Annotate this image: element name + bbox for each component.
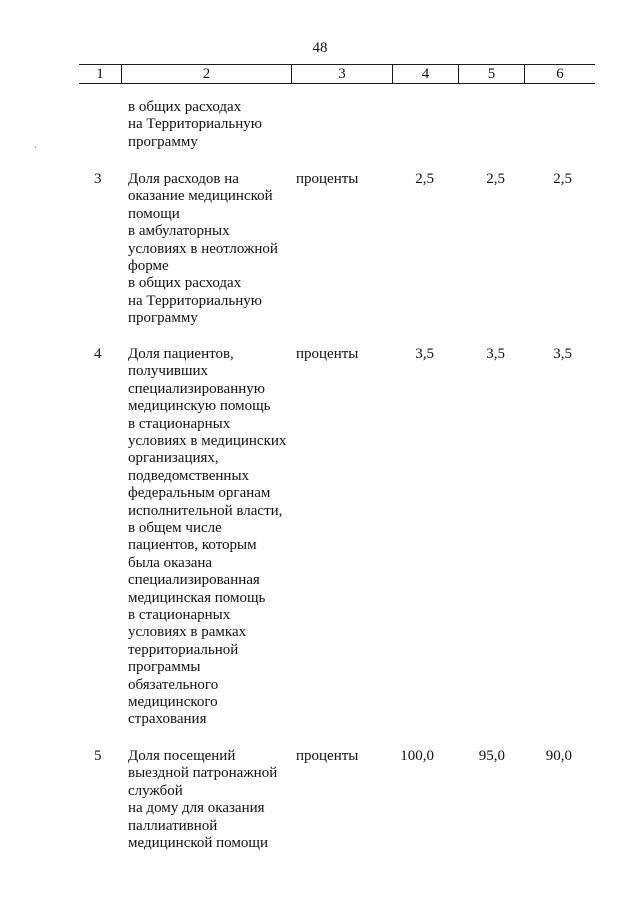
row-description-line: форме	[128, 258, 169, 274]
row-description-line: специализированную	[128, 380, 265, 397]
row-unit: проценты	[296, 748, 359, 764]
continuation-line: на Территориальную	[128, 116, 262, 133]
row-description-line: условиях в рамках	[128, 624, 247, 641]
row-description-line: медицинскую помощь	[128, 398, 271, 415]
row-value-v3: 2,5	[553, 171, 572, 187]
table-header	[79, 64, 595, 84]
row-description-line: обязательного	[128, 676, 219, 693]
row-description-line: Доля пациентов,	[128, 346, 234, 362]
row-value-v2: 95,0	[478, 748, 505, 764]
row-value-v3: 90,0	[545, 748, 572, 764]
row-value-v3: 3,5	[553, 346, 572, 362]
header-col-1: 1	[96, 66, 104, 82]
header-col-5: 5	[458, 65, 524, 83]
row-description-line: условиях в медицинских	[128, 433, 287, 449]
row-description-line: программы	[128, 659, 201, 676]
row-description-line: на Территориальную	[128, 292, 262, 309]
header-col-6: 6	[524, 65, 595, 83]
header-col-2: 2	[121, 65, 291, 83]
row-description-line: оказание медицинской	[128, 188, 273, 205]
row-value-v1: 3,5	[415, 346, 434, 362]
row-description-line: в общих расходах	[128, 275, 242, 292]
row-description-line: медицинской помощи	[128, 835, 268, 851]
page-number: 48	[312, 40, 328, 56]
row-description-line: выездной патронажной	[128, 765, 278, 782]
row-description-line: программу	[128, 310, 198, 327]
row-description-line: медицинская помощь	[128, 589, 266, 606]
row-value-v1: 100,0	[400, 748, 434, 764]
row-number: 4	[94, 346, 102, 362]
row-description-line: на дому для оказания	[128, 800, 265, 817]
row-unit: проценты	[296, 346, 359, 362]
row-unit: проценты	[296, 171, 359, 187]
row-description-line: службой	[128, 782, 183, 799]
header-col-4: 4	[392, 65, 458, 83]
row-description-line: получивших	[128, 363, 209, 380]
continuation-line: программу	[128, 133, 198, 150]
row-description-line: в стационарных	[128, 415, 231, 432]
row-description-line: паллиативной	[128, 817, 218, 834]
row-description-line: в стационарных	[128, 607, 231, 623]
row-description-line: исполнительной власти,	[128, 502, 283, 519]
margin-mark: ·	[34, 142, 37, 152]
row-description-line: пациентов, которым	[128, 537, 257, 554]
row-number: 3	[94, 171, 102, 187]
row-value-v2: 2,5	[486, 171, 505, 187]
row-description-line: условиях в неотложной	[128, 240, 278, 257]
row-description-line: Доля расходов на	[128, 171, 239, 187]
row-description-line: специализированная	[128, 572, 260, 589]
row-description-line: Доля посещений	[128, 748, 236, 764]
row-description-line: территориальной	[128, 641, 239, 658]
row-description-line: организациях,	[128, 450, 219, 467]
header-col-3: 3	[291, 65, 392, 83]
row-description-line: страхования	[128, 711, 207, 728]
row-description-line: была оказана	[128, 554, 213, 571]
row-description-line: федеральным органам	[128, 485, 271, 502]
row-number: 5	[94, 748, 102, 764]
row-description-line: в общем числе	[128, 520, 222, 536]
row-description-line: в амбулаторных	[128, 223, 230, 240]
row-description-line: подведомственных	[128, 467, 250, 484]
row-description-line: помощи	[128, 205, 180, 222]
row-description-line: медицинского	[128, 694, 218, 710]
continuation-line: в общих расходах	[128, 99, 242, 115]
row-value-v2: 3,5	[486, 346, 505, 362]
row-value-v1: 2,5	[415, 171, 434, 187]
